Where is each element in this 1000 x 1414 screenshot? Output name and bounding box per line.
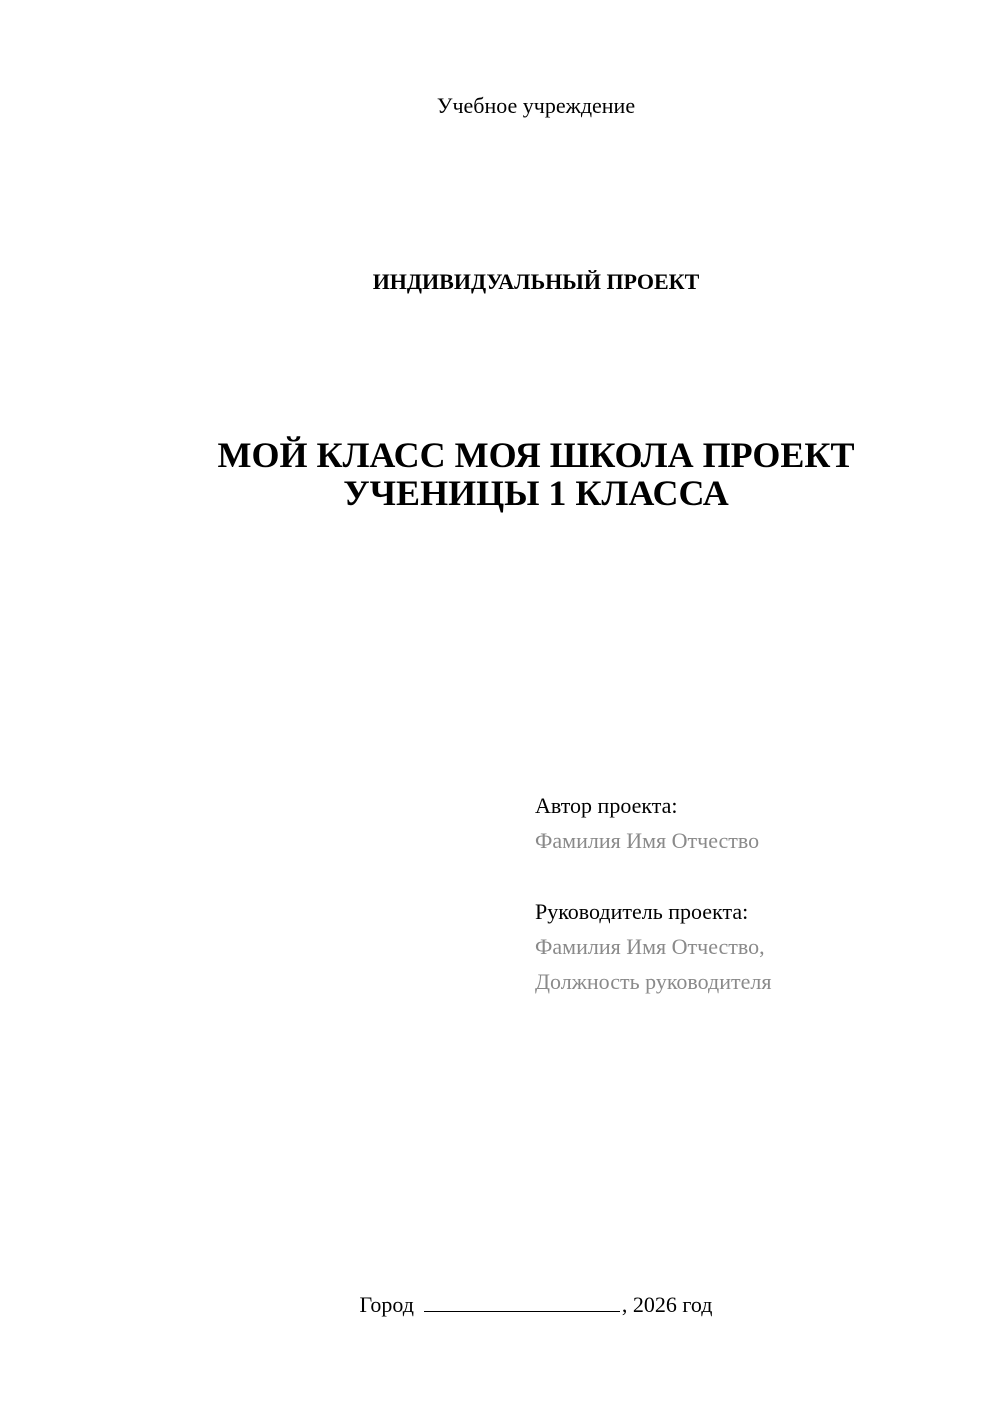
project-title-line-2: УЧЕНИЦЫ 1 КЛАССА <box>343 473 729 513</box>
city-year-footer <box>0 1290 1000 1320</box>
project-title-line-1: МОЙ КЛАСС МОЯ ШКОЛА ПРОЕКТ <box>217 435 855 475</box>
city-blank-line <box>424 1293 620 1312</box>
author-name-placeholder: Фамилия Имя Отчество <box>535 828 760 853</box>
institution-name: Учебное учреждение <box>436 93 636 118</box>
project-title <box>0 436 1000 512</box>
project-type-heading: ИНДИВИДУАЛЬНЫЙ ПРОЕКТ <box>372 269 700 294</box>
author-label: Автор проекта: <box>535 793 678 818</box>
supervisor-position-placeholder: Должность руководителя <box>535 969 772 994</box>
supervisor-label: Руководитель проекта: <box>535 899 749 924</box>
project-people-block <box>535 788 771 999</box>
people-spacer <box>535 858 771 894</box>
year-text: , 2026 год <box>621 1292 713 1317</box>
city-label: Город <box>359 1292 414 1317</box>
supervisor-name-placeholder: Фамилия Имя Отчество, <box>535 934 765 959</box>
